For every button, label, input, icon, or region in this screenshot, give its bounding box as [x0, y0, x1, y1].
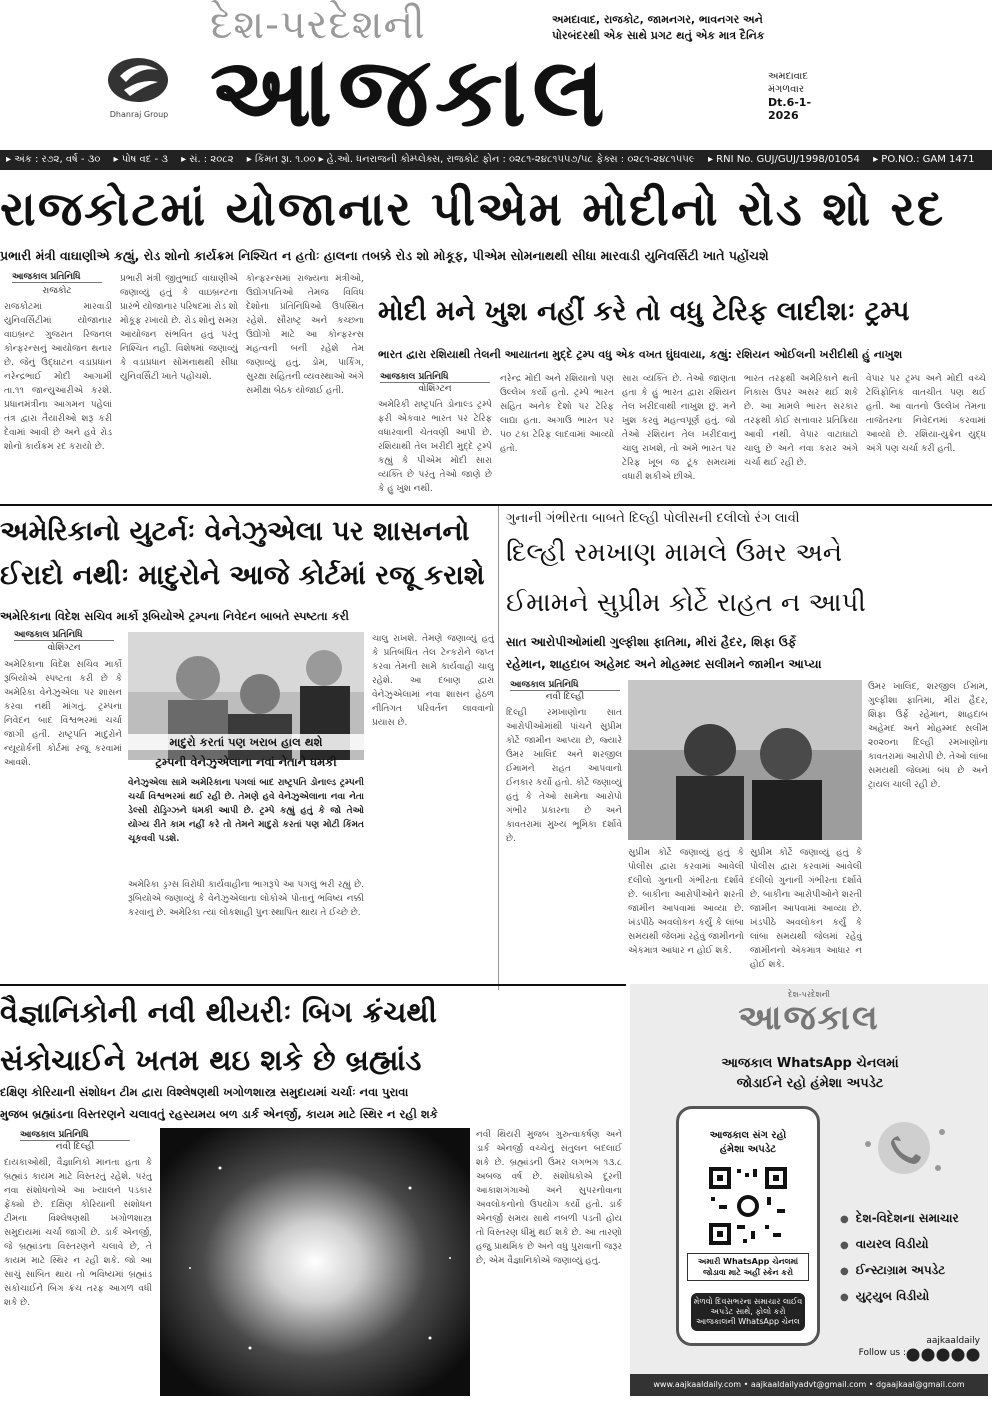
issue-date: Dt.6-1-2026: [768, 96, 812, 122]
phone-title: [679, 1129, 817, 1157]
photo-caption-body: વેનેઝુએલા સામે અમેરિકાના પગલાં બાદ રાષ્ટ્રપતિ ડોનાલ્ડ ટ્રમ્પની ચર્ચા વિશ્વભરમાં થઈ રહી છે. તેમણે હવે વેનેઝુએલાના નવા નેતા ડેલ્સી રોડ્રિગ્ઝને ધમકી આપી છે. ટ્રમ્પે કહ્યું હતું કે જો તેઓ યોગ્ય રીતે કામ નહીં કરે તો તેમને માદુરો કરતાં પણ મોટી કિંમત ચૂકવવી પડશે.: [128, 778, 364, 844]
delhi-subhead-line1: સાત આરોપીઓમાંથી ગુલ્ફીશા ફાતિમા, મીરાં હૈદર, શિફા ઉર્ફે: [506, 635, 797, 649]
tithi: ▸ પોષ વદ - ૩: [113, 154, 168, 165]
threads-icon[interactable]: [967, 1349, 980, 1362]
youtube-icon[interactable]: [952, 1349, 965, 1362]
promo-tagline-line2: જોડાઈને રહો હંમેશા અપડેટ: [736, 1076, 884, 1091]
city: અમદાવાદ: [768, 71, 808, 82]
social-icons: [906, 1348, 982, 1362]
photo-caption-line1: માદુરો કરતાં પણ ખરાબ હાલ થશે: [128, 734, 364, 750]
delhi-byline: આજકાલ પ્રતિનિધિ: [510, 680, 620, 691]
delhi-kicker: ગુનાની ગંભીરતા બાબતે દિલ્હી પોલીસની દલીલો રંગ લાવી: [506, 511, 800, 526]
lead-column-2: પ્રભારી મંત્રી જીતુભાઈ વાઘાણીએ જણાવ્યું હતું કે વાઇબ્રન્ટના પ્રારંભે યોજાનાર પરિષદમાં રોડ શો મોકૂફ રખાયો છે. રોડ શોનું સમગ્ર આયોજન સંભવિત હતું પરંતુ નિશ્ચિત નહીં. વિશેષમાં જણાવ્યું કે વડાપ્રધાન સોમનાથથી સીધા યુનિવર્સિટી ખાતે પહોંચશે.: [120, 274, 238, 382]
feature-item: ● દેશ-વિદેશના સમાચાર: [840, 1206, 959, 1232]
venezuela-column-3: ચાલુ રાખશે. તેમણે જણાવ્યું હતું કે પ્રતિબંધિત તેલ ટેન્કરોને જપ્ત કરવા તેમની સામે કાર્યવાહી ચાલુ રહેશે. આ દબાણ દ્વારા વેનેઝુએલામાં નવા શાસન હેઠળ નીતિગત પરિવર્તન લાવવાનો પ્રયાસ છે.: [372, 634, 494, 728]
issue-number: ▸ અંક : ર૭૨, વર્ષ - ૩૦: [6, 154, 101, 165]
follow-channel-button[interactable]: મેળવો દિવસભરના સમાચાર લાઈવ અપડેટ સાથે, ફોલો કરો આજકાલની WhatsApp ચેનલ: [691, 1293, 805, 1331]
delhi-column-2: સુપ્રીમ કોર્ટે જણાવ્યું હતું કે પોલીસ દ્વારા કરવામાં આવેલી દલીલો ગુનાની ગંભીરતા દર્શાવે છે. બાકીના આરોપીઓને શરતી જામીન આપવામાં આવ્યા છે. ખંડપીઠે અવલોકન કર્યું કે લાંબા સમયથી જેલમાં રહેવું જામીનનો એકમાત્ર આધાર ન હોઈ શકે.: [628, 848, 744, 956]
photo-caption-line2: ટ્રમ્પની વેનેઝુએલાના નવાં નેતાને ધમકી: [155, 755, 337, 769]
phone-mockup: [676, 1106, 820, 1346]
science-headline-line1: વૈજ્ઞાનિકોની નવી થીયરીઃ બિગ ક્રંચથી: [0, 995, 437, 1029]
promo-feature-list: [840, 1206, 959, 1310]
delhi-place: નવી દિલ્હી: [545, 692, 585, 702]
delhi-headline-line1: દિલ્હી રમખાણ મામલે ઉમર અને: [506, 538, 843, 568]
phone-title-line2: હંમેશા અપડેટ: [719, 1144, 777, 1155]
venezuela-byline: આજકાલ પ્રતિનિધિ: [14, 630, 114, 641]
section-divider: [0, 504, 992, 506]
science-subhead-line1: દક્ષિણ કોરિયાની સંશોધન ટીમ દ્વારા વિશ્લેષણથી ખગોળશાસ્ત્ર સમુદાયમાં ચર્ચાઃ નવા પુરાવા: [0, 1085, 409, 1099]
science-column-2: નવી થિયરી મુજબ ગુરુત્વાકર્ષણ અને ડાર્ક એનર્જી વચ્ચેનું સંતુલન બદલાઈ શકે છે. બ્રહ્માંડની ઉંમર લગભગ ૧૩.૮ અબજ વર્ષ છે. સંશોધકોએ દૂરની આકાશગંગાઓ અને સુપરનોવાના અવલોકનોનો ઉપયોગ કર્યો હતો. ડાર્ક એનર્જી સમય સાથે નબળી પડતી હોય તો વિસ્તરણ ધીમું થઈ શકે છે. આ તારણો હજુ પ્રાથમિક છે અને વધુ પુરાવાની જરૂર છે, એમ વૈજ્ઞાનિકોએ જણાવ્યું હતું.: [476, 1130, 622, 1266]
trump-place: વોશિંગ્ટન: [418, 384, 452, 394]
whatsapp-promo: [630, 984, 988, 1396]
trump-column-1: અમેરિકી રાષ્ટ્રપતિ ડોનાલ્ડ ટ્રમ્પે ફરી એકવાર ભારત પર ટેરિફ વધારવાની ચેતવણી આપી છે. રશિયાથી તેલ ખરીદી મુદ્દે ટ્રમ્પે કહ્યું કે પીએમ મોદી સારા વ્યક્તિ છે પરંતુ તેઓ જાણે છે કે હું ખુશ નથી.: [378, 400, 492, 494]
feature-item: ● ઈન્સ્ટાગ્રામ અપડેટ: [840, 1258, 959, 1284]
promo-mini-title: દેશ-પરદેશની: [788, 990, 830, 999]
science-byline: આજકાલ પ્રતિનિધિ: [20, 1130, 130, 1141]
date-box: [768, 70, 838, 122]
trump-subhead: ભારત દ્વારા રશિયાથી તેલની આયાતના મુદ્દે ટ્રમ્પ વધુ એક વખત ઘુંઘવાયા, કહ્યું: રશિયન ઓઈલની ખરીદીથી હું નાખુશ: [378, 348, 903, 361]
lead-column-1: રાજકોટમાં મારવાડી યુનિવર્સિટીમાં યોજાનાર વાઇબ્રન્ટ ગુજરાત રિજનલ કોન્ફરન્સનું આયોજન થનાર છે. જેનું ઉદ્ઘાટન વડાપ્રધાન નરેન્દ્રભાઈ મોદી આગામી તા.૧૧ જાન્યુઆરીએ કરશે. પ્રધાનમંત્રીના આગમન પહેલાં તંત્ર દ્વારા તૈયારીઓ શરૂ કરી દેવામાં આવી છે અને હવે રોડ શોનો કાર્યક્રમ રદ કરાયો છે.: [4, 302, 112, 452]
trump-byline: આજકાલ પ્રતિનિધિ: [380, 372, 490, 383]
delhi-column-2b: સુપ્રીમ કોર્ટે જણાવ્યું હતું કે પોલીસ દ્વારા કરવામાં આવેલી દલીલો ગુનાની ગંભીરતા દર્શાવે છે. બાકીના આરોપીઓને શરતી જામીન આપવામાં આવ્યા છે. ખંડપીઠે અવલોકન કર્યું કે લાંબા સમયથી જેલમાં રહેવું જામીનનો એકમાત્ર આધાર ન હોઈ શકે.: [750, 848, 862, 970]
info-bar: [0, 150, 992, 170]
delhi-column-3: ઉમર ખાલિદ, શરજીલ ઈમામ, ગુલ્ફીશા ફાતિમા, મીરાં હૈદર, શિફા ઉર્ફે રહેમાન, શાહદાબ અહેમદ અને મોહમ્મદ સલીમ ૨૦૨૦ના દિલ્હી રમખાણોના કાવતરામાં આરોપી છે. તેઓ લાંબા સમયથી જેલમાં બંધ છે અને ટ્રાયલ ચાલી રહી છે.: [868, 682, 988, 790]
section-divider-2: [0, 984, 626, 986]
weekday: મંગળવાર: [768, 84, 805, 95]
promo-tagline-line1: આજકાલ WhatsApp ચેનલમાં: [721, 1056, 899, 1071]
lead-column-3: કોન્ફરન્સમાં રાજ્યના મંત્રીઓ, ઉદ્યોગપતિઓ તેમજ વિવિધ દેશોના પ્રતિનિધિઓ ઉપસ્થિત રહેશે. સૌરાષ્ટ્ર અને કચ્છના ઉદ્યોગો માટે આ કોન્ફરન્સ મહત્વની બની રહેશે તેમ જણાવ્યું હતું. ડોમ, પાર્કિંગ, સુરક્ષા સહિતની વ્યવસ્થાઓ અંગે સમીક્ષા બેઠક યોજાઈ હતી.: [246, 274, 364, 396]
venezuela-subhead: અમેરિકાના વિદેશ સચિવ માર્કો રૂબિયોએ ટ્રમ્પના નિવેદન બાબતે સ્પષ્ટતા કરી: [0, 609, 349, 623]
promo-title: આજકાલ: [738, 998, 880, 1038]
promo-tagline: [690, 1054, 930, 1094]
delhi-subhead-line2: રહેમાન, શાહદાબ અહેમદ અને મોહમ્મદ સલીમને જામીન આપ્યા: [506, 657, 822, 671]
big-crunch-illustration: [160, 1128, 470, 1396]
phone-title-line1: આજકાલ સંગ રહો: [709, 1130, 787, 1141]
po-number: ▸ PO.NO.: GAM 1471: [873, 154, 975, 165]
venezuela-place: વોશિંગ્ટન: [47, 643, 81, 653]
science-subhead-line2: મુજબ બ્રહ્માંડના વિસ્તરણને ચલાવતું રહસ્યમય બળ ડાર્ક એનર્જી, કાયમ માટે સ્થિર ન રહી શકે: [0, 1107, 438, 1121]
lead-subhead: પ્રભારી મંત્રી વાઘાણીએ કહ્યું, રોડ શોનો કાર્યક્રમ નિશ્ચિત ન હતોઃ હાલના તબક્કે રોડ શો મોકૂફ, પીએમ સોમનાથથી સીધા મારવાડી યુનિવર્સિટી ખાતે પહોંચશે: [0, 248, 769, 263]
office-address: ▸ કિંમત રૂા. ૧.૦૦ ▸ હે.ઓ. ધનરાજની કોમ્પ્લેક્સ, રાજકોટ ફોન : ૦૨૮૧-૨૪૮૧૫૫૭/૫૮ ફેક્સ : ૦૨૮૧-૨૪૮૧૫૫૯: [246, 154, 695, 165]
phone-scan-note: અમારી WhatsApp ચેનલમાં જોડાવા માટે અહીં સ્કેન કરો: [687, 1253, 809, 1281]
rni-number: ▸ RNI No. GUJ/GUJ/1998/01054: [707, 154, 860, 165]
lead-byline: આજકાલ પ્રતિનિધિ: [12, 272, 102, 283]
trump-headline: મોદી મને ખુશ નહીં કરે તો વધુ ટેરિફ લાદીશઃ ટ્રમ્પ: [378, 296, 910, 327]
trump-column-4: ભારત તરફથી અમેરિકાને થતી નિકાસ ઉપર અસર થઈ શકે છે. આ મામલે ભારત સરકાર તરફથી કોઈ સત્તાવાર પ્રતિક્રિયા આવી નથી. વેપાર વાટાઘાટો ચાલુ છે અને નવા કરાર અંગે ચર્ચા થઈ રહી છે.: [744, 374, 858, 468]
x-icon[interactable]: [937, 1349, 950, 1362]
science-headline-line2: સંકોચાઈને ખતમ થઇ શકે છે બ્રહ્માંડ: [0, 1043, 422, 1077]
trump-column-3: સારા વ્યક્તિ છે. તેઓ જાણતા હતા કે હું ભારત દ્વારા રશિયન તેલ ખરીદવાથી નાખુશ છું. મને ખુશ કરવું મહત્વપૂર્ણ હતું. જો તેઓ રશિયન તેલ ખરીદવાનું ચાલુ રાખશે, તો અમે ભારત પર ટેરિફ ખૂબ જ ટૂંક સમયમાં વધારી શકીએ છીએ.: [622, 374, 736, 482]
dhanraj-logo-icon: [106, 56, 170, 104]
edition-note: અમદાવાદ, રાજકોટ, જામનગર, ભાવનગર અને પોરબંદરથી એક સાથે પ્રગટ થતું એક માત્ર દૈનિક: [552, 13, 765, 42]
venezuela-column-1: અમેરિકાના વિદેશ સચિવ માર્કો રૂબિયોએ સ્પષ્ટતા કરી છે કે અમેરિકા વેનેઝુએલા પર શાસન કરવા નથી માંગતું. ટ્રમ્પના નિવેદન બાદ વિશ્વભરમાં ચર્ચા જાગી હતી. રાષ્ટ્રપતિ માદુરોને ન્યૂયોર્કની કોર્ટમાં રજૂ કરવામાં આવશે.: [4, 660, 122, 768]
feature-item: ● યુટ્યુબ વિડીયો: [840, 1284, 959, 1310]
samvat: ▸ સં. : ૨૦૮૨: [181, 154, 234, 165]
venezuela-headline-line1: અમેરિકાનો યુટર્નઃ વેનેઝુએલા પર શાસનનો: [0, 516, 470, 547]
social-handle: aajkaaldaily: [926, 1336, 980, 1346]
lead-place: રાજકોટ: [42, 286, 72, 296]
venezuela-headline-line2: ઈરાદો નથીઃ માદુરોને આજે કોર્ટમાં રજૂ કરાશે: [0, 560, 485, 591]
masthead-title: આજકાલ: [210, 36, 611, 148]
delhi-accused-photo: [628, 680, 862, 840]
science-place: નવી દિલ્હી: [55, 1142, 95, 1152]
promo-footer: www.aajkaaldaily.com • aajkaaldailyadvt@gmail.com • dgaajkaal@gmail.com: [630, 1374, 988, 1396]
masthead: [0, 0, 992, 148]
masthead-kicker: દેશ-પરદેશની: [210, 2, 426, 48]
feature-item: ● વાયરલ વિડીયો: [840, 1232, 959, 1258]
follow-label: Follow us :: [858, 1348, 906, 1358]
lead-headline: રાજકોટમાં યોજાનાર પીએમ મોદીનો રોડ શો રદ: [0, 182, 946, 237]
trump-column-2: નરેન્દ્ર મોદી અને રશિયાનો પણ ઉલ્લેખ કર્યો હતો. ટ્રમ્પે ભારત સહિત અનેક દેશો પર ટેરિફ લાદ્યા હતા. અગાઉ ભારત પર ૫૦ ટકા ટેરિફ લાદવામાં આવ્યો હતો.: [500, 374, 614, 454]
delhi-column-1: દિલ્હી રમખાણોના સાત આરોપીઓમાંથી પાંચને સુપ્રીમ કોર્ટે જામીન આપ્યા છે, જ્યારે ઉમર ખાલિદ અને શરજીલ ઈમામને રાહત આપવાનો ઈનકાર કર્યો હતો. કોર્ટે જણાવ્યું હતું કે તેઓ સામેના આરોપો ગંભીર પ્રકારના છે અને કાવતરામાં મુખ્ય ભૂમિકા દર્શાવે છે.: [506, 708, 622, 844]
publisher-name: Dhanraj Group: [109, 110, 169, 119]
column-rule: [498, 506, 499, 990]
trump-column-5: વેપાર પર ટ્રમ્પ અને મોદી વચ્ચે ટેલિફોનિક વાતચીત પણ થઈ હતી. આ વાતનો ઉલ્લેખ તેમના તાજેતરના નિવેદનમાં કરવામાં આવ્યો છે. રશિયા-યુક્રેન યુદ્ધ અંગે પણ ચર્ચા કરી હતી.: [866, 374, 986, 454]
venezuela-column-2: અમેરિકા ડ્રગ્સ વિરોધી કાર્યવાહીના ભાગરૂપે આ પગલું ભરી રહ્યું છે. રૂબિયોએ જણાવ્યું કે વેનેઝુએલાના લોકોએ પોતાનું ભવિષ્ય નક્કી કરવાનું છે. અમેરિકા ત્યાં લોકશાહી પુનઃસ્થાપિત થાય તે ઈચ્છે છે.: [128, 880, 364, 918]
instagram-icon[interactable]: [922, 1349, 935, 1362]
qr-code-icon[interactable]: [707, 1165, 789, 1247]
whatsapp-icon: [860, 1114, 950, 1184]
facebook-icon[interactable]: [907, 1349, 920, 1362]
science-column-1: દાયકાઓથી, વૈજ્ઞાનિકો માનતા હતા કે બ્રહ્માંડ કાયમ માટે વિસ્તરતું રહેશે. પરંતુ નવા સંશોધનોએ આ ખ્યાલને પડકાર ફેંક્યો છે. દક્ષિણ કોરિયાની સંશોધન ટીમના વિશ્લેષણથી ખગોળશાસ્ત્ર સમુદાયમાં ચર્ચા જાગી છે. ડાર્ક એનર્જી, જે બ્રહ્માંડના વિસ્તરણને ચલાવે છે, તે કાયમ માટે સ્થિર ન રહી શકે. જો આ સાચું સાબિત થાય તો ભવિષ્યમાં બ્રહ્માંડ સંકોચાઈને બિગ ક્રંચ તરફ આગળ વધી શકે છે.: [4, 1158, 152, 1308]
delhi-headline-line2: ઈમામને સુપ્રીમ કોર્ટે રાહત ન આપી: [506, 588, 866, 618]
